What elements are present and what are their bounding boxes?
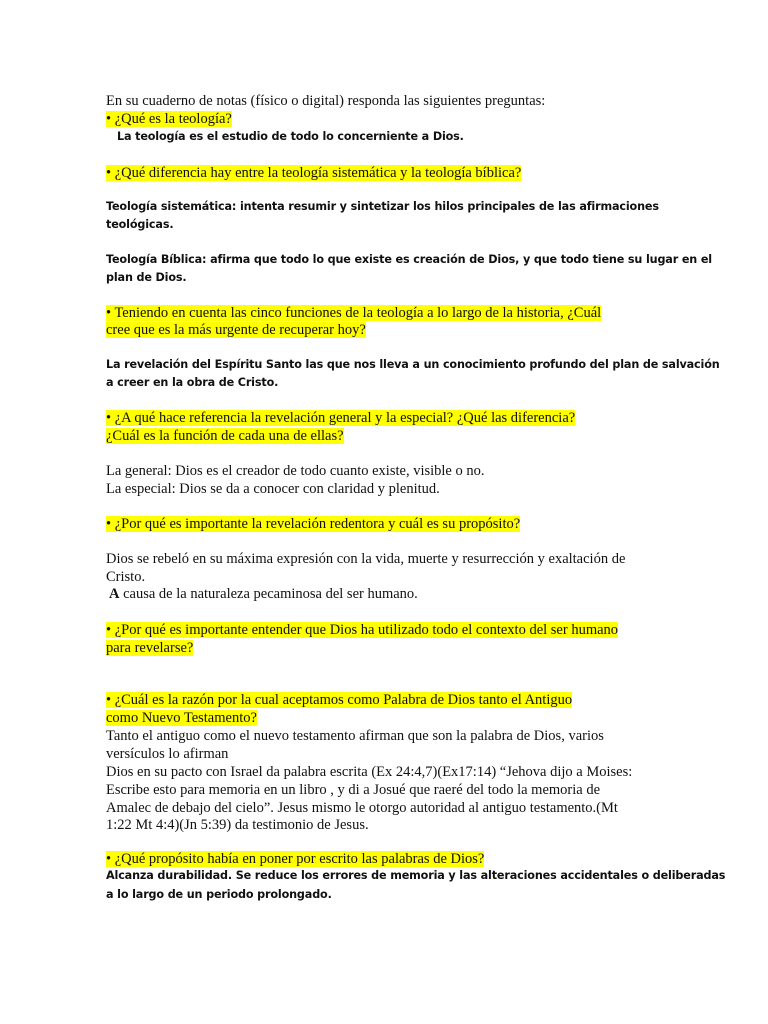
answer-3-line-2: a creer en la obra de Cristo. bbox=[106, 376, 279, 389]
question-4-text-2: ¿Cuál es la función de cada una de ellas? bbox=[106, 428, 344, 444]
answer-4-line-1: La general: Dios es el creador de todo cuanto existe, visible o no. bbox=[106, 463, 485, 479]
question-1 bbox=[106, 110, 232, 128]
answer-7-line-1: Tanto el antiguo como el nuevo testamento afirman que son la palabra de Dios, varios bbox=[106, 728, 604, 744]
answer-1: La teología es el estudio de todo lo concerniente a Dios. bbox=[117, 130, 464, 143]
answer-5-line-2: Cristo. bbox=[106, 569, 146, 585]
answer-2-line-2: teológicas. bbox=[106, 218, 174, 231]
question-8-text: • ¿Qué propósito había en poner por escrito las palabras de Dios? bbox=[106, 851, 485, 867]
question-3-text-2: cree que es la más urgente de recuperar hoy? bbox=[106, 322, 366, 338]
answer-7-line-3: Dios en su pacto con Israel da palabra escrita (Ex 24:4,7)(Ex17:14) “Jehova dijo a Moises: bbox=[106, 764, 633, 780]
answer-3-line-1: La revelación del Espíritu Santo las que nos lleva a un conocimiento profundo del plan de salvación bbox=[106, 358, 720, 371]
question-1-text: • ¿Qué es la teología? bbox=[106, 111, 232, 127]
answer-5-rest: causa de la naturaleza pecaminosa del ser humano. bbox=[119, 586, 418, 602]
question-3-line-2 bbox=[106, 321, 366, 339]
question-6-line-2 bbox=[106, 639, 193, 657]
question-7-text-1: • ¿Cuál es la razón por la cual aceptamos como Palabra de Dios tanto el Antiguo bbox=[106, 692, 573, 708]
question-3-line-1 bbox=[106, 304, 601, 322]
question-2-text: • ¿Qué diferencia hay entre la teología sistemática y la teología bíblica? bbox=[106, 165, 522, 181]
answer-5-line-1: Dios se rebeló en su máxima expresión con la vida, muerte y resurrección y exaltación de bbox=[106, 551, 626, 567]
answer-2-line-4: plan de Dios. bbox=[106, 271, 187, 284]
answer-7-line-5: Amalec de debajo del cielo”. Jesus mismo le otorgo autoridad al antiguo testamento.(Mt bbox=[106, 800, 618, 816]
question-6-text-1: • ¿Por qué es importante entender que Dios ha utilizado todo el contexto del ser humano bbox=[106, 622, 619, 638]
question-4-line-1 bbox=[106, 409, 575, 427]
answer-7-line-6: 1:22 Mt 4:4)(Jn 5:39) da testimonio de Jesus. bbox=[106, 817, 369, 833]
answer-5-initial: A bbox=[109, 586, 120, 602]
question-5-text: • ¿Por qué es importante la revelación redentora y cuál es su propósito? bbox=[106, 516, 521, 532]
answer-8-line-2: a lo largo de un periodo prolongado. bbox=[106, 888, 332, 901]
question-6-line-1 bbox=[106, 621, 618, 639]
answer-7-line-4: Escribe esto para memoria en un libro , y di a Josué que raeré del todo la memoria de bbox=[106, 782, 601, 798]
answer-2-line-1: Teología sistemática: intenta resumir y sintetizar los hilos principales de las afirmaciones bbox=[106, 200, 659, 213]
question-7-line-2 bbox=[106, 709, 257, 727]
answer-2-line-3: Teología Bíblica: afirma que todo lo que existe es creación de Dios, y que todo tiene su lugar en el bbox=[106, 253, 712, 266]
answer-5-line-3 bbox=[109, 585, 418, 603]
question-4-line-2 bbox=[106, 427, 344, 445]
question-3-text-1: • Teniendo en cuenta las cinco funciones de la teología a lo largo de la historia, ¿Cuál bbox=[106, 305, 602, 321]
answer-8-line-1: Alcanza durabilidad. Se reduce los errores de memoria y las alteraciones accidentales o deliberadas bbox=[106, 869, 726, 882]
question-4-text-1: • ¿A qué hace referencia la revelación general y la especial? ¿Qué las diferencia? bbox=[106, 410, 576, 426]
question-7-line-1 bbox=[106, 691, 572, 709]
question-6-text-2: para revelarse? bbox=[106, 640, 194, 656]
answer-4-line-2: La especial: Dios se da a conocer con claridad y plenitud. bbox=[106, 481, 440, 497]
question-2 bbox=[106, 164, 521, 182]
question-8 bbox=[106, 850, 484, 868]
question-7-text-2: como Nuevo Testamento? bbox=[106, 710, 257, 726]
question-5 bbox=[106, 515, 520, 533]
answer-7-line-2: versículos lo afirman bbox=[106, 746, 229, 762]
intro-text: En su cuaderno de notas (físico o digital) responda las siguientes preguntas: bbox=[106, 93, 546, 109]
